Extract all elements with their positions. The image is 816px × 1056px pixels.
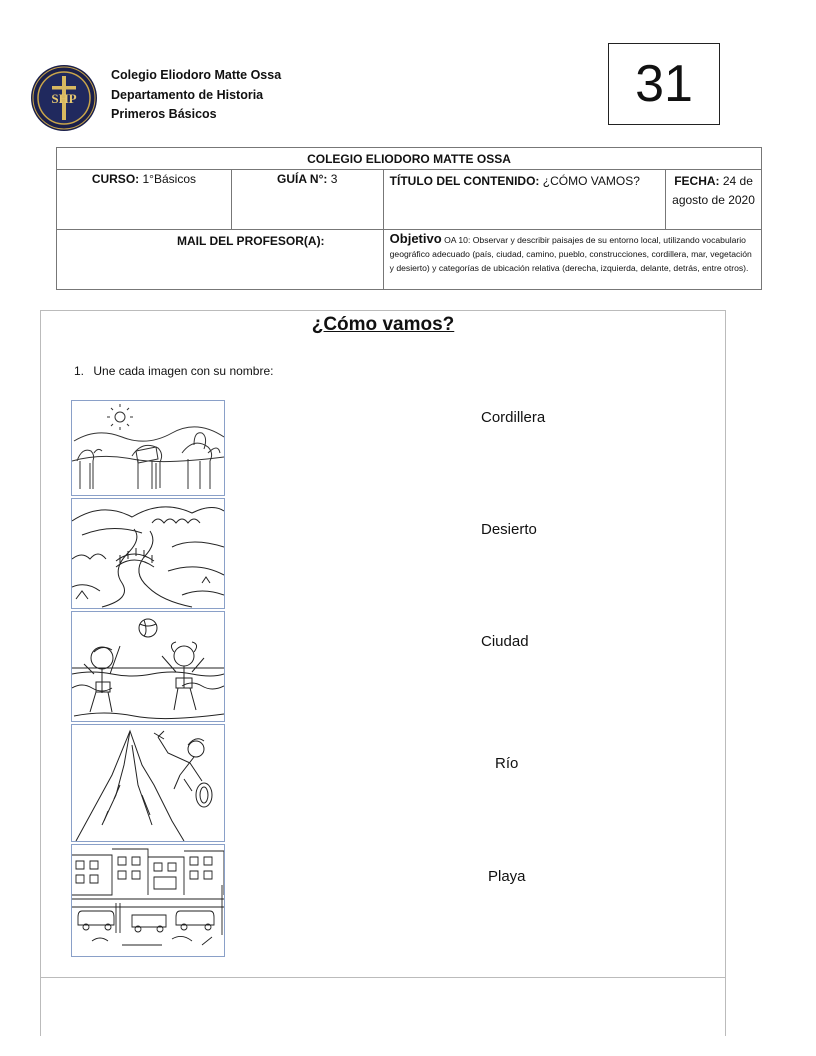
curso-value: 1°Básicos (142, 172, 196, 186)
instruction-number: 1. (74, 364, 85, 378)
school-logo (30, 64, 98, 132)
beach-children-image[interactable] (71, 611, 225, 722)
word-playa[interactable]: Playa (488, 868, 526, 885)
word-ciudad[interactable]: Ciudad (481, 633, 529, 650)
word-rio[interactable]: Río (495, 755, 519, 772)
department-name: Departamento de Historia (111, 87, 264, 102)
page-number-box (608, 43, 720, 125)
instruction-text: Une cada imagen con su nombre: (93, 364, 274, 378)
fecha-cell (666, 170, 762, 230)
curso-cell (57, 170, 232, 230)
table-heading: COLEGIO ELIODORO MATTE OSSA (57, 148, 762, 170)
objetivo-label: Objetivo (389, 231, 442, 246)
mail-label: MAIL DEL PROFESOR(A): (177, 234, 325, 248)
objetivo-cell (383, 230, 761, 290)
school-header (111, 66, 281, 125)
city-street-image[interactable] (71, 844, 225, 957)
word-desierto[interactable]: Desierto (481, 521, 537, 538)
mountain-climber-image[interactable] (71, 724, 225, 842)
titulo-label: TÍTULO DEL CONTENIDO: (389, 174, 540, 188)
fecha-label: FECHA: (674, 174, 720, 188)
guia-label: GUÍA N°: (277, 172, 328, 186)
worksheet-divider (40, 977, 726, 978)
river-bridge-image[interactable] (71, 498, 225, 609)
instruction (74, 364, 273, 378)
guia-cell (231, 170, 383, 230)
desert-camels-image[interactable] (71, 400, 225, 496)
worksheet-title: ¿Cómo vamos? (311, 314, 455, 335)
guia-value: 3 (330, 172, 338, 186)
objetivo-text: OA 10: Observar y describir paisajes de su entorno local, utilizando vocabulario geográfico adecuado (país, ciudad, camino, pueblo, construcciones, cordillera, mar, vegetación y desierto) y categorías de ubicación relativa (derecha, izquierda, delante, detrás, entre otros). (389, 235, 752, 273)
svg-text:SHP: SHP (51, 91, 77, 106)
page-number: 31 (635, 55, 693, 113)
curso-label: CURSO: (91, 172, 140, 186)
grade-level: Primeros Básicos (111, 107, 217, 121)
titulo-value: ¿CÓMO VAMOS? (542, 174, 640, 188)
objetivo-block (390, 232, 755, 275)
mail-cell (57, 230, 384, 290)
titulo-cell (383, 170, 665, 230)
info-table (56, 147, 762, 290)
fecha-value: 24 de agosto de 2020 (672, 174, 755, 207)
school-name: Colegio Eliodoro Matte Ossa (111, 68, 282, 82)
word-cordillera[interactable]: Cordillera (481, 409, 546, 426)
